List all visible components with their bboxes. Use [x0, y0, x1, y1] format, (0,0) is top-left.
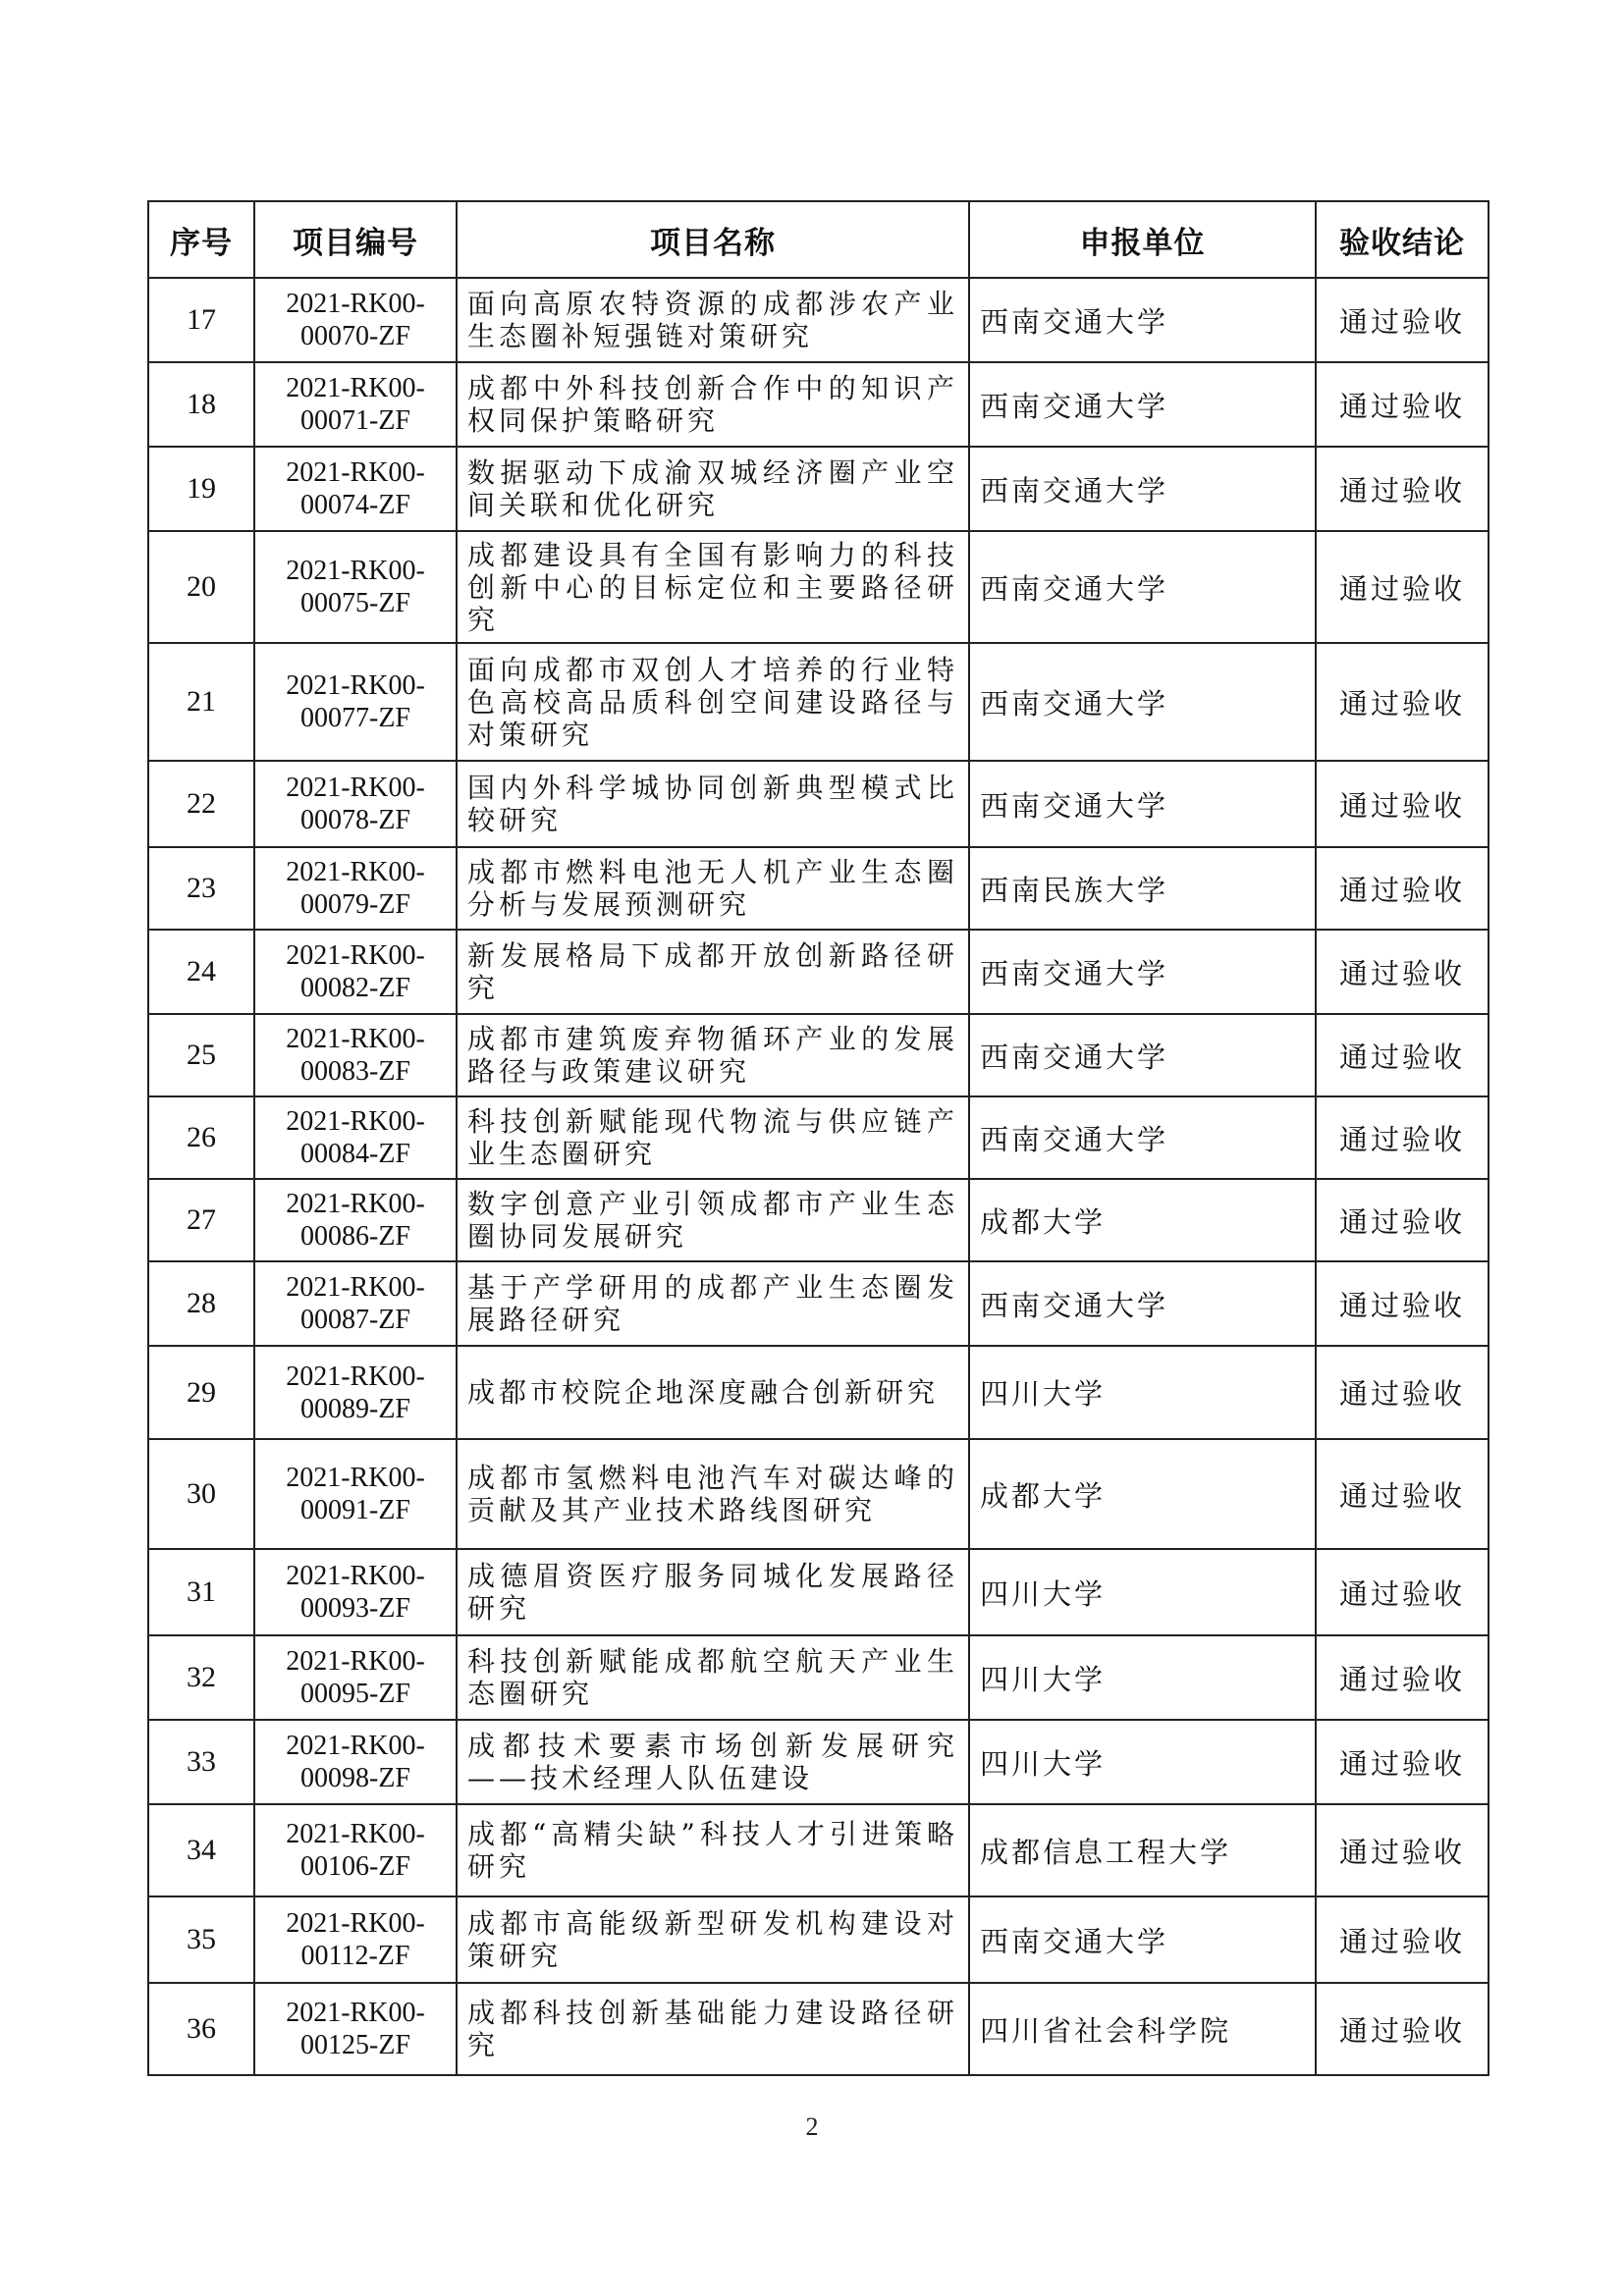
code-cell: [254, 362, 457, 447]
result-cell: 通过验收: [1316, 1179, 1489, 1261]
result-cell: 通过验收: [1316, 930, 1489, 1014]
result-cell: 通过验收: [1316, 1014, 1489, 1096]
result-cell: 通过验收: [1316, 1346, 1489, 1439]
code-line-1: 2021-RK00-: [286, 457, 425, 488]
name-cell: 成都市氢燃料电池汽车对碳达峰的贡献及其产业技术路线图研究: [457, 1439, 969, 1549]
unit-cell: 西南交通大学: [969, 1014, 1316, 1096]
table-row: [148, 643, 1489, 761]
result-cell: 通过验收: [1316, 1549, 1489, 1635]
code-line-2: 00078-ZF: [300, 805, 410, 835]
seq-cell: 24: [148, 930, 254, 1014]
code-cell: [254, 1720, 457, 1804]
table-row: [148, 1261, 1489, 1346]
unit-cell: 西南交通大学: [969, 1896, 1316, 1983]
table-row: [148, 531, 1489, 643]
seq-cell: 36: [148, 1983, 254, 2075]
code-line-2: 00091-ZF: [300, 1495, 410, 1525]
name-cell: 成都建设具有全国有影响力的科技创新中心的目标定位和主要路径研究: [457, 531, 969, 643]
result-cell: 通过验收: [1316, 1983, 1489, 2075]
seq-cell: 35: [148, 1896, 254, 1983]
code-line-2: 00098-ZF: [300, 1763, 410, 1793]
code-line-2: 00071-ZF: [300, 405, 410, 436]
table-row: [148, 1096, 1489, 1179]
code-line-1: 2021-RK00-: [286, 1998, 425, 2028]
seq-cell: 20: [148, 531, 254, 643]
table-row: [148, 930, 1489, 1014]
name-cell: 成都技术要素市场创新发展研究——技术经理人队伍建设: [457, 1720, 969, 1804]
code-line-2: 00087-ZF: [300, 1305, 410, 1335]
result-cell: 通过验收: [1316, 847, 1489, 930]
code-cell: [254, 1261, 457, 1346]
seq-cell: 26: [148, 1096, 254, 1179]
table-body: [148, 278, 1489, 2075]
unit-cell: 成都大学: [969, 1439, 1316, 1549]
header-unit: 申报单位: [969, 201, 1316, 278]
seq-cell: 29: [148, 1346, 254, 1439]
seq-cell: 32: [148, 1635, 254, 1720]
code-line-1: 2021-RK00-: [286, 1272, 425, 1303]
result-cell: 通过验收: [1316, 1804, 1489, 1896]
seq-cell: 18: [148, 362, 254, 447]
result-cell: 通过验收: [1316, 761, 1489, 847]
result-cell: 通过验收: [1316, 278, 1489, 362]
seq-cell: 28: [148, 1261, 254, 1346]
code-cell: [254, 531, 457, 643]
unit-cell: 四川省社会科学院: [969, 1983, 1316, 2075]
seq-cell: 23: [148, 847, 254, 930]
table-row: [148, 1720, 1489, 1804]
seq-cell: 17: [148, 278, 254, 362]
code-line-2: 00112-ZF: [300, 1941, 410, 1971]
table-row: [148, 1014, 1489, 1096]
name-cell: 成都中外科技创新合作中的知识产权同保护策略研究: [457, 362, 969, 447]
table-row: [148, 1549, 1489, 1635]
unit-cell: 四川大学: [969, 1635, 1316, 1720]
code-line-1: 2021-RK00-: [286, 940, 425, 971]
unit-cell: 四川大学: [969, 1720, 1316, 1804]
name-cell: 成都市燃料电池无人机产业生态圈分析与发展预测研究: [457, 847, 969, 930]
code-cell: [254, 1346, 457, 1439]
table-row: [148, 1635, 1489, 1720]
table-row: [148, 847, 1489, 930]
table-row: [148, 1179, 1489, 1261]
code-cell: [254, 643, 457, 761]
code-cell: [254, 447, 457, 531]
code-line-1: 2021-RK00-: [286, 1189, 425, 1219]
name-cell: 科技创新赋能成都航空航天产业生态圈研究: [457, 1635, 969, 1720]
unit-cell: 四川大学: [969, 1346, 1316, 1439]
seq-cell: 22: [148, 761, 254, 847]
table-row: [148, 1896, 1489, 1983]
code-cell: [254, 1439, 457, 1549]
result-cell: 通过验收: [1316, 643, 1489, 761]
unit-cell: 成都大学: [969, 1179, 1316, 1261]
seq-cell: 30: [148, 1439, 254, 1549]
code-line-1: 2021-RK00-: [286, 1819, 425, 1849]
table-row: [148, 1439, 1489, 1549]
table-row: [148, 362, 1489, 447]
code-line-1: 2021-RK00-: [286, 857, 425, 887]
unit-cell: 西南交通大学: [969, 362, 1316, 447]
code-cell: [254, 1983, 457, 2075]
code-line-2: 00093-ZF: [300, 1593, 410, 1624]
unit-cell: 西南民族大学: [969, 847, 1316, 930]
unit-cell: 西南交通大学: [969, 1096, 1316, 1179]
code-cell: [254, 930, 457, 1014]
code-line-1: 2021-RK00-: [286, 1561, 425, 1591]
code-line-1: 2021-RK00-: [286, 289, 425, 319]
code-line-2: 00070-ZF: [300, 321, 410, 351]
name-cell: 成都“高精尖缺”科技人才引进策略研究: [457, 1804, 969, 1896]
code-cell: [254, 278, 457, 362]
code-line-1: 2021-RK00-: [286, 1731, 425, 1761]
code-cell: [254, 847, 457, 930]
result-cell: 通过验收: [1316, 531, 1489, 643]
unit-cell: 西南交通大学: [969, 278, 1316, 362]
project-acceptance-table: [147, 200, 1489, 2076]
code-line-2: 00074-ZF: [300, 490, 410, 520]
result-cell: 通过验收: [1316, 1439, 1489, 1549]
code-line-2: 00083-ZF: [300, 1056, 410, 1087]
code-line-2: 00082-ZF: [300, 973, 410, 1003]
code-line-1: 2021-RK00-: [286, 556, 425, 586]
code-line-1: 2021-RK00-: [286, 670, 425, 701]
name-cell: 成都市校院企地深度融合创新研究: [457, 1346, 969, 1439]
header-result: 验收结论: [1316, 201, 1489, 278]
code-line-2: 00125-ZF: [300, 2030, 410, 2060]
page-number: 2: [805, 2112, 819, 2141]
code-line-2: 00089-ZF: [300, 1393, 410, 1424]
code-line-2: 00079-ZF: [300, 889, 410, 920]
header-code: 项目编号: [254, 201, 457, 278]
unit-cell: 西南交通大学: [969, 1261, 1316, 1346]
seq-cell: 31: [148, 1549, 254, 1635]
code-line-1: 2021-RK00-: [286, 1908, 425, 1939]
code-line-1: 2021-RK00-: [286, 373, 425, 403]
seq-cell: 21: [148, 643, 254, 761]
code-cell: [254, 1635, 457, 1720]
header-seq: 序号: [148, 201, 254, 278]
name-cell: 成都科技创新基础能力建设路径研究: [457, 1983, 969, 2075]
unit-cell: 西南交通大学: [969, 930, 1316, 1014]
result-cell: 通过验收: [1316, 1896, 1489, 1983]
name-cell: 国内外科学城协同创新典型模式比较研究: [457, 761, 969, 847]
code-line-2: 00106-ZF: [300, 1851, 410, 1882]
code-line-1: 2021-RK00-: [286, 773, 425, 803]
name-cell: 基于产学研用的成都产业生态圈发展路径研究: [457, 1261, 969, 1346]
table-row: [148, 1983, 1489, 2075]
table-row: [148, 447, 1489, 531]
code-line-1: 2021-RK00-: [286, 1646, 425, 1677]
seq-cell: 27: [148, 1179, 254, 1261]
name-cell: 数据驱动下成渝双城经济圈产业空间关联和优化研究: [457, 447, 969, 531]
code-line-2: 00095-ZF: [300, 1679, 410, 1709]
header-name: 项目名称: [457, 201, 969, 278]
code-cell: [254, 761, 457, 847]
name-cell: 成德眉资医疗服务同城化发展路径研究: [457, 1549, 969, 1635]
table-row: [148, 278, 1489, 362]
code-line-1: 2021-RK00-: [286, 1106, 425, 1137]
unit-cell: 四川大学: [969, 1549, 1316, 1635]
code-cell: [254, 1804, 457, 1896]
unit-cell: 西南交通大学: [969, 761, 1316, 847]
code-cell: [254, 1549, 457, 1635]
unit-cell: 西南交通大学: [969, 531, 1316, 643]
result-cell: 通过验收: [1316, 1635, 1489, 1720]
table-row: [148, 1346, 1489, 1439]
table-row: [148, 1804, 1489, 1896]
table-row: [148, 761, 1489, 847]
code-cell: [254, 1896, 457, 1983]
unit-cell: 成都信息工程大学: [969, 1804, 1316, 1896]
name-cell: 数字创意产业引领成都市产业生态圈协同发展研究: [457, 1179, 969, 1261]
name-cell: 新发展格局下成都开放创新路径研究: [457, 930, 969, 1014]
name-cell: 面向高原农特资源的成都涉农产业生态圈补短强链对策研究: [457, 278, 969, 362]
result-cell: 通过验收: [1316, 447, 1489, 531]
code-cell: [254, 1179, 457, 1261]
name-cell: 科技创新赋能现代物流与供应链产业生态圈研究: [457, 1096, 969, 1179]
code-line-1: 2021-RK00-: [286, 1463, 425, 1493]
code-line-2: 00086-ZF: [300, 1221, 410, 1252]
seq-cell: 34: [148, 1804, 254, 1896]
unit-cell: 西南交通大学: [969, 447, 1316, 531]
result-cell: 通过验收: [1316, 1720, 1489, 1804]
seq-cell: 19: [148, 447, 254, 531]
seq-cell: 25: [148, 1014, 254, 1096]
result-cell: 通过验收: [1316, 1096, 1489, 1179]
code-line-1: 2021-RK00-: [286, 1361, 425, 1392]
unit-cell: 西南交通大学: [969, 643, 1316, 761]
table-header-row: [148, 201, 1489, 278]
result-cell: 通过验收: [1316, 362, 1489, 447]
code-line-1: 2021-RK00-: [286, 1024, 425, 1054]
code-cell: [254, 1096, 457, 1179]
result-cell: 通过验收: [1316, 1261, 1489, 1346]
name-cell: 面向成都市双创人才培养的行业特色高校高品质科创空间建设路径与对策研究: [457, 643, 969, 761]
seq-cell: 33: [148, 1720, 254, 1804]
name-cell: 成都市高能级新型研发机构建设对策研究: [457, 1896, 969, 1983]
code-line-2: 00084-ZF: [300, 1139, 410, 1169]
name-cell: 成都市建筑废弃物循环产业的发展路径与政策建议研究: [457, 1014, 969, 1096]
code-line-2: 00075-ZF: [300, 588, 410, 618]
code-line-2: 00077-ZF: [300, 703, 410, 733]
code-cell: [254, 1014, 457, 1096]
